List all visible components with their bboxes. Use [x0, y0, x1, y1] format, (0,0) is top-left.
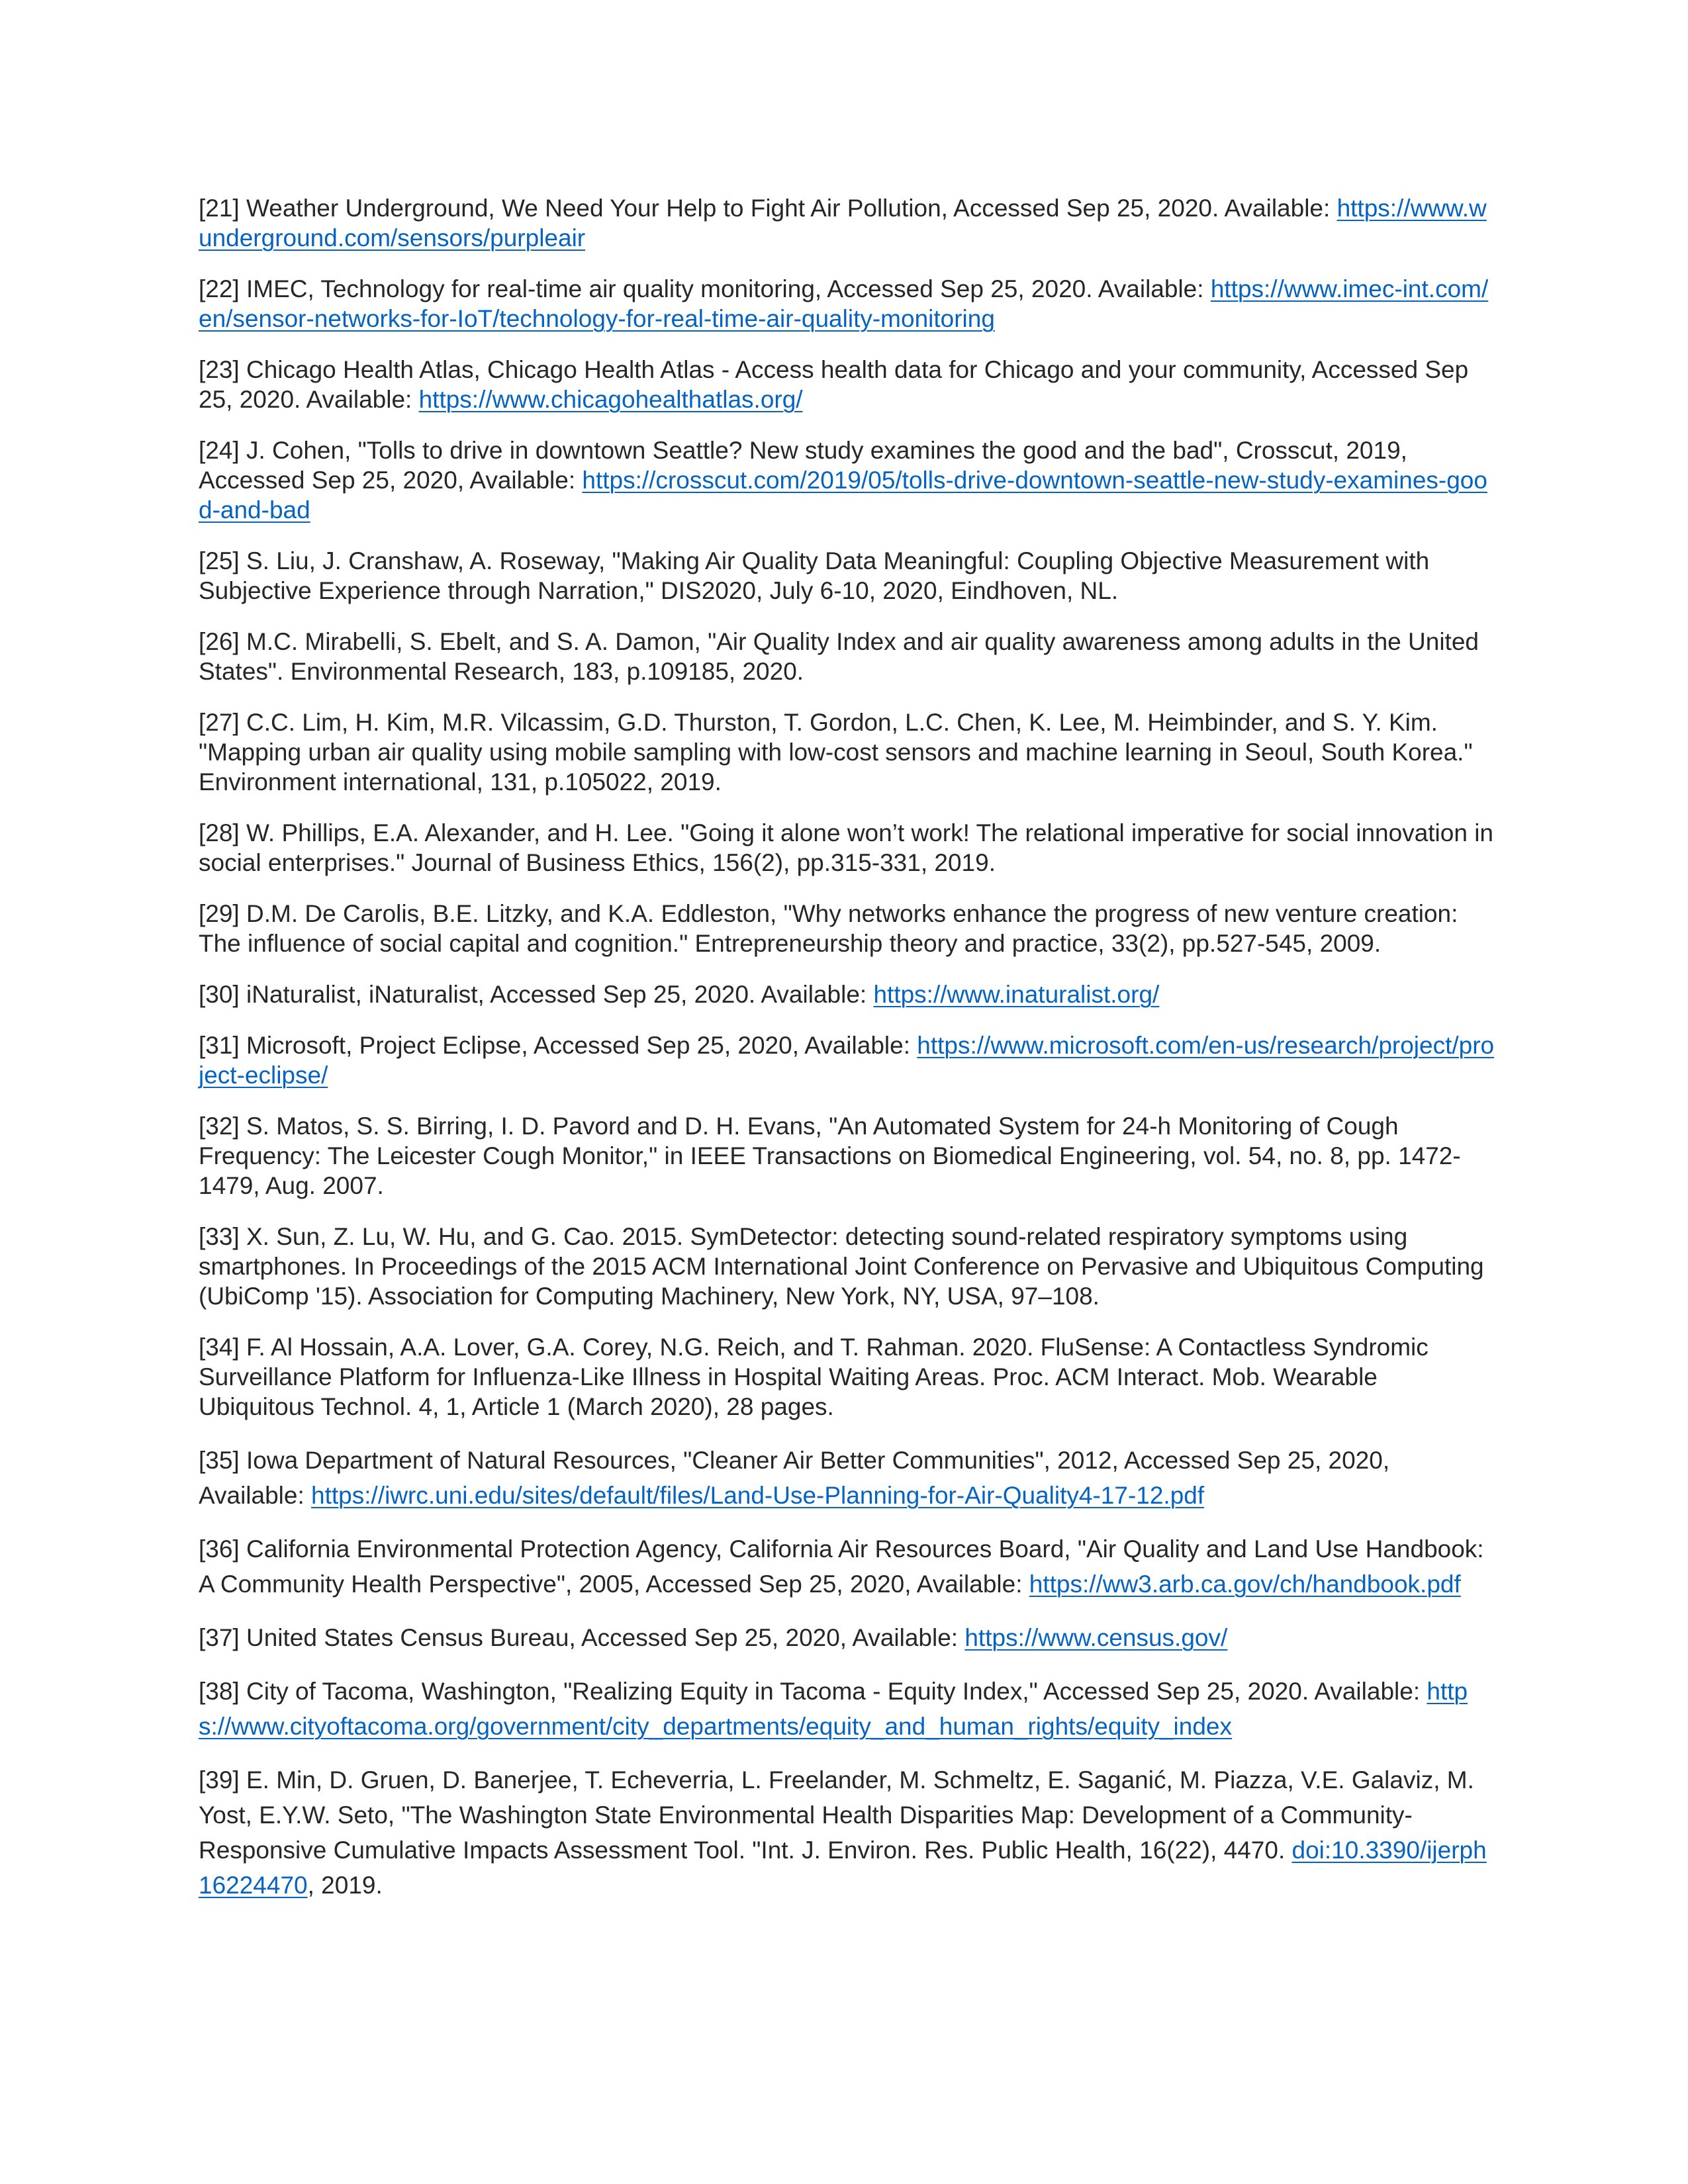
reference-23 [199, 355, 1497, 414]
reference-37 [199, 1620, 1497, 1655]
reference-34 [199, 1332, 1497, 1422]
reference-text: Chicago Health Atlas, Chicago Health Atlas - Access health data for Chicago and your community, Accessed Sep 25, 2020. Available: [199, 356, 1469, 413]
reference-number: [39] [199, 1766, 240, 1794]
reference-number: [31] [199, 1032, 240, 1059]
reference-text: F. Al Hossain, A.A. Lover, G.A. Corey, N.G. Reich, and T. Rahman. 2020. FluSense: A Contactless Syndromic Surveillance Platform for Influenza-Like Illness in Hospital Waiting Areas. Proc. ACM Interact. Mob. Wearable Ubiquitous Technol. 4, 1, Article 1 (March 2020), 28 pages. [199, 1334, 1429, 1420]
reference-26 [199, 627, 1497, 686]
reference-link[interactable]: doi:10.3390/ijerph16224470 [199, 1837, 1487, 1899]
reference-text: Iowa Department of Natural Resources, "Cleaner Air Better Communities", 2012, Accessed Sep 25, 2020, Available: [199, 1447, 1390, 1509]
reference-text: D.M. De Carolis, B.E. Litzky, and K.A. Eddleston, "Why networks enhance the progress of new venture creation: The influence of social capital and cognition." Entrepreneurship theory and practice, 33(2), pp.527-545, 2009. [199, 900, 1458, 957]
reference-text: California Environmental Protection Agency, California Air Resources Board, "Air Quality and Land Use Handbook: A Community Health Perspective", 2005, Accessed Sep 25, 2020, Available: [199, 1535, 1484, 1598]
reference-link[interactable]: https://ww3.arb.ca.gov/ch/handbook.pdf [1029, 1570, 1461, 1598]
reference-35 [199, 1443, 1497, 1513]
reference-number: [29] [199, 900, 240, 927]
reference-link[interactable]: https://crosscut.com/2019/05/tolls-drive-downtown-seattle-new-study-examines-good-and-bad [199, 467, 1487, 523]
reference-link[interactable]: https://www.cityoftacoma.org/government/city_departments/equity_and_human_rights/equity_index [199, 1678, 1468, 1740]
reference-text: E. Min, D. Gruen, D. Banerjee, T. Echeverria, L. Freelander, M. Schmeltz, E. Saganić, M. Piazza, V.E. Galaviz, M. Yost, E.Y.W. Seto, "The Washington State Environmental Health Disparities Map: Development of a Community-Responsive Cumulative Impacts Assessment Tool. "Int. J. Environ. Res. Public Health, 16(22), 4470. [199, 1766, 1474, 1864]
reference-text: IMEC, Technology for real-time air quality monitoring, Accessed Sep 25, 2020. Available: [246, 275, 1211, 302]
reference-number: [33] [199, 1223, 240, 1250]
reference-list [199, 193, 1497, 1903]
reference-number: [22] [199, 275, 240, 302]
reference-30 [199, 979, 1497, 1009]
reference-36 [199, 1531, 1497, 1602]
reference-text: S. Matos, S. S. Birring, I. D. Pavord and D. H. Evans, "An Automated System for 24-h Monitoring of Cough Frequency: The Leicester Cough Monitor," in IEEE Transactions on Biomedical Engineering, vol. 54, no. 8, pp. 1472-1479, Aug. 2007. [199, 1113, 1461, 1199]
reference-link[interactable]: https://www.inaturalist.org/ [873, 981, 1160, 1008]
reference-number: [37] [199, 1624, 240, 1651]
reference-38 [199, 1674, 1497, 1744]
reference-25 [199, 546, 1497, 606]
reference-link[interactable]: https://www.wunderground.com/sensors/purpleair [199, 195, 1487, 251]
reference-text-tail: , 2019. [307, 1872, 383, 1899]
reference-number: [34] [199, 1334, 240, 1361]
reference-31 [199, 1030, 1497, 1090]
reference-text: Weather Underground, We Need Your Help to Fight Air Pollution, Accessed Sep 25, 2020. Available: [246, 195, 1337, 222]
reference-21 [199, 193, 1497, 253]
reference-27 [199, 707, 1497, 797]
reference-text: W. Phillips, E.A. Alexander, and H. Lee. "Going it alone won’t work! The relational imperative for social innovation in social enterprises." Journal of Business Ethics, 156(2), pp.315-331, 2019. [199, 819, 1494, 876]
reference-text: C.C. Lim, H. Kim, M.R. Vilcassim, G.D. Thurston, T. Gordon, L.C. Chen, K. Lee, M. Heimbinder, and S. Y. Kim. "Mapping urban air quality using mobile sampling with low-cost sensors and machine learning in Seoul, South Korea." Environment international, 131, p.105022, 2019. [199, 709, 1473, 796]
reference-link[interactable]: https://www.census.gov/ [964, 1624, 1228, 1651]
reference-text: Microsoft, Project Eclipse, Accessed Sep 25, 2020, Available: [246, 1032, 917, 1059]
reference-text: J. Cohen, "Tolls to drive in downtown Seattle? New study examines the good and the bad", Crosscut, 2019, Accessed Sep 25, 2020, Available: [199, 437, 1407, 494]
reference-number: [30] [199, 981, 240, 1008]
reference-22 [199, 274, 1497, 334]
reference-text: United States Census Bureau, Accessed Sep 25, 2020, Available: [246, 1624, 965, 1651]
reference-link[interactable]: https://www.microsoft.com/en-us/research/project/project-eclipse/ [199, 1032, 1495, 1089]
reference-link[interactable]: https://www.imec-int.com/en/sensor-networks-for-IoT/technology-for-real-time-air-quality-monitoring [199, 275, 1489, 332]
reference-number: [24] [199, 437, 240, 464]
reference-28 [199, 818, 1497, 878]
reference-number: [28] [199, 819, 240, 846]
reference-text: S. Liu, J. Cranshaw, A. Roseway, "Making Air Quality Data Meaningful: Coupling Objective Measurement with Subjective Experience through Narration," DIS2020, July 6-10, 2020, Eindhoven, NL. [199, 547, 1430, 604]
reference-39 [199, 1762, 1497, 1903]
reference-number: [38] [199, 1678, 240, 1705]
reference-text: iNaturalist, iNaturalist, Accessed Sep 25, 2020. Available: [246, 981, 874, 1008]
reference-32 [199, 1111, 1497, 1201]
reference-text: City of Tacoma, Washington, "Realizing Equity in Tacoma - Equity Index," Accessed Sep 25, 2020. Available: [246, 1678, 1427, 1705]
reference-link[interactable]: https://www.chicagohealthatlas.org/ [418, 386, 803, 413]
reference-number: [21] [199, 195, 240, 222]
reference-29 [199, 899, 1497, 958]
reference-number: [32] [199, 1113, 240, 1140]
reference-number: [27] [199, 709, 240, 736]
reference-33 [199, 1222, 1497, 1311]
reference-number: [25] [199, 547, 240, 574]
reference-number: [36] [199, 1535, 240, 1563]
reference-number: [35] [199, 1447, 240, 1474]
reference-number: [26] [199, 628, 240, 655]
reference-number: [23] [199, 356, 240, 383]
reference-link[interactable]: https://iwrc.uni.edu/sites/default/files/Land-Use-Planning-for-Air-Quality4-17-12.pdf [311, 1482, 1205, 1509]
reference-24 [199, 435, 1497, 525]
reference-text: X. Sun, Z. Lu, W. Hu, and G. Cao. 2015. SymDetector: detecting sound-related respiratory symptoms using smartphones. In Proceedings of the 2015 ACM International Joint Conference on Pervasive and Ubiquitous Computing (UbiComp '15). Association for Computing Machinery, New York, NY, USA, 97–108. [199, 1223, 1484, 1310]
reference-text: M.C. Mirabelli, S. Ebelt, and S. A. Damon, "Air Quality Index and air quality awareness among adults in the United States". Environmental Research, 183, p.109185, 2020. [199, 628, 1479, 685]
